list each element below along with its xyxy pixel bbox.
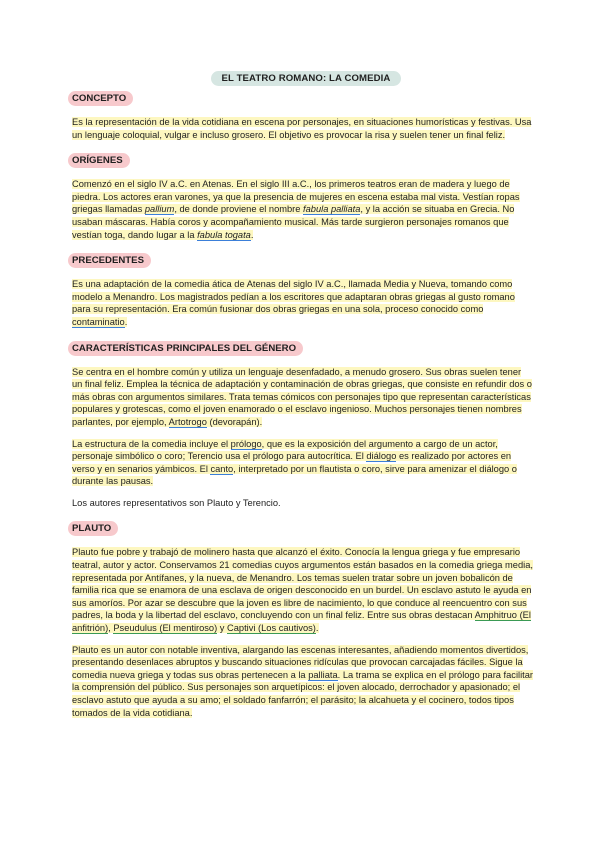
term-palliata: palliata xyxy=(308,669,338,680)
precedentes-text-a: Es una adaptación de la comedia ática de Atenas del siglo IV a.C., llamada Media y Nueva, tomando como modelo a Menandro. Los magistrados pedían a los escritores que adaptaran obras griegas al gusto romano para su representación. Era común fusionar dos obras griegas en una sola, proceso conocido como xyxy=(72,279,515,315)
term-canto: canto xyxy=(210,463,234,474)
caracteristicas-paragraph-2 xyxy=(72,438,534,488)
section-origenes xyxy=(72,150,534,241)
concepto-paragraph xyxy=(72,116,534,141)
work-captivi: Captivi (Los cautivos) xyxy=(227,623,316,634)
section-concepto xyxy=(72,88,534,141)
plauto2-text-a: Plauto es un autor con notable inventiva, alargando las escenas interesantes, añadiendo momentos divertidos, presentando desenlaces abruptos y buscando situaciones ridículas que provocan carcajadas fáciles. Sigue la comedia nueva griega y todas sus obras pertenecen a la xyxy=(72,644,529,680)
section-plauto xyxy=(72,518,534,719)
term-fabula-palliata: fabula palliata xyxy=(303,204,361,215)
section-heading-caracteristicas: CARACTERÍSTICAS PRINCIPALES DEL GÉNERO xyxy=(68,341,303,356)
section-heading-precedentes: PRECEDENTES xyxy=(68,253,151,268)
section-caracteristicas xyxy=(72,338,534,510)
plauto-paragraph-2 xyxy=(72,644,534,720)
origenes-paragraph xyxy=(72,178,534,241)
precedentes-text-b: . xyxy=(124,316,128,327)
term-artotrogo: Artotrogo xyxy=(168,416,207,427)
caracteristicas-text-b: (devorapán). xyxy=(206,416,263,427)
term-pallium: pallium xyxy=(144,204,175,215)
caracteristicas-paragraph-1 xyxy=(72,366,534,429)
origenes-text-a: Comenzó en el siglo IV a.C. en Atenas. En el siglo III a.C., los primeros teatros eran de madera y luego de piedra. Los actores eran varones, ya que la presencia de mujeres en escena estaba mal vista. Vestían ropas griegas llamadas xyxy=(72,179,520,215)
plauto-paragraph-1 xyxy=(72,546,534,634)
plauto2-text-b: . La trama se explica en el prólogo para facilitar la comprensión del público. Sus personajes son arquetípicos: el joven alocado, derrochador y apasionado; el esclavo astuto que ayuda a su amo; el soldado fanfarrón; el parásito; la alcahueta y el cocinero, todos tipos tomados de la vida cotidiana. xyxy=(72,669,533,718)
section-precedentes xyxy=(72,250,534,328)
plauto-text-b: . xyxy=(315,623,319,634)
section-heading-origenes: ORÍGENES xyxy=(68,153,130,168)
origenes-text-c: , y la acción se situaba en Grecia. No usaban máscaras. Había coros y acompañamiento musical. Más tarde surgieron personajes romanos que vestían toga, dando lugar a la xyxy=(72,204,515,240)
concepto-text: Es la representación de la vida cotidiana en escena por personajes, en situaciones humorísticas y festivas. Usa un lenguaje coloquial, vulgar e incluso grosero. El objetivo es provocar la risa y suelen tener un final feliz. xyxy=(72,117,532,140)
estructura-text-c: es realizado por actores en verso y en senarios yámbicos. El xyxy=(72,451,512,474)
work-amphitruo: Amphitruo (El anfitrión) xyxy=(72,610,531,634)
term-fabula-togata: fabula togata xyxy=(197,229,251,240)
term-prologo: prólogo xyxy=(230,438,262,449)
caracteristicas-text-a: Se centra en el hombre común y utiliza un lenguaje desenfadado, a menudo grosero. Sus obras suelen tener un final feliz. Emplea la técnica de adaptación y contaminación de obras griegas, que consiste en refundir dos o más obras con argumentos similares. Trata temas cómicos con personajes tipo que representan características populares y grotescas, como el joven enamorado o el esclavo ingenioso. Muchos personajes tienen nombres parlantes, por ejemplo, xyxy=(72,366,532,427)
plauto-sep-1: , xyxy=(108,623,114,634)
term-dialogo: diálogo xyxy=(366,451,397,462)
work-pseudulus: Pseudulus (El mentiroso) xyxy=(113,623,218,634)
term-contaminatio: contaminatio xyxy=(72,316,125,327)
origenes-text-d: . xyxy=(250,229,254,240)
section-heading-concepto: CONCEPTO xyxy=(68,91,133,106)
plauto-text-a: Plauto fue pobre y trabajó de molinero hasta que alcanzó el éxito. Conocía la lengua griega y fue empresario teatral, autor y actor. Conservamos 21 comedias cuyos argumentos están basados en la comedia griega media, representada por Antífanes, y la nueva, de Menandro. Los temas suelen tratar sobre un joven bobalicón de familia rica que se enamora de una esclava de origen desconocido en un burdel. Un esclavo astuto le ayuda en sus amoríos. Por azar se descubre que la joven es libre de nacimiento, lo que conduce al reencuentro con sus padres, la boda y la libertad del esclavo, concluyendo con un final feliz. Entre sus obras destacan xyxy=(72,547,533,621)
estructura-text-a: La estructura de la comedia incluye el xyxy=(72,438,231,449)
page-title: EL TEATRO ROMANO: LA COMEDIA xyxy=(211,71,402,86)
plauto-sep-2: y xyxy=(217,623,228,634)
estructura-text-d: , interpretado por un flautista o coro, sirve para amenizar el diálogo o durante las pausas. xyxy=(72,463,517,487)
precedentes-paragraph xyxy=(72,278,534,328)
origenes-text-b: , de donde proviene el nombre xyxy=(174,204,304,215)
section-heading-plauto: PLAUTO xyxy=(68,521,118,536)
estructura-text-b: , que es la exposición del argumento a cargo de un actor, personaje simbólico o coro; Terencio usa el prólogo para autocrítica. El xyxy=(72,438,498,462)
autores-paragraph: Los autores representativos son Plauto y Terencio. xyxy=(72,497,281,508)
title-wrap xyxy=(72,68,534,86)
